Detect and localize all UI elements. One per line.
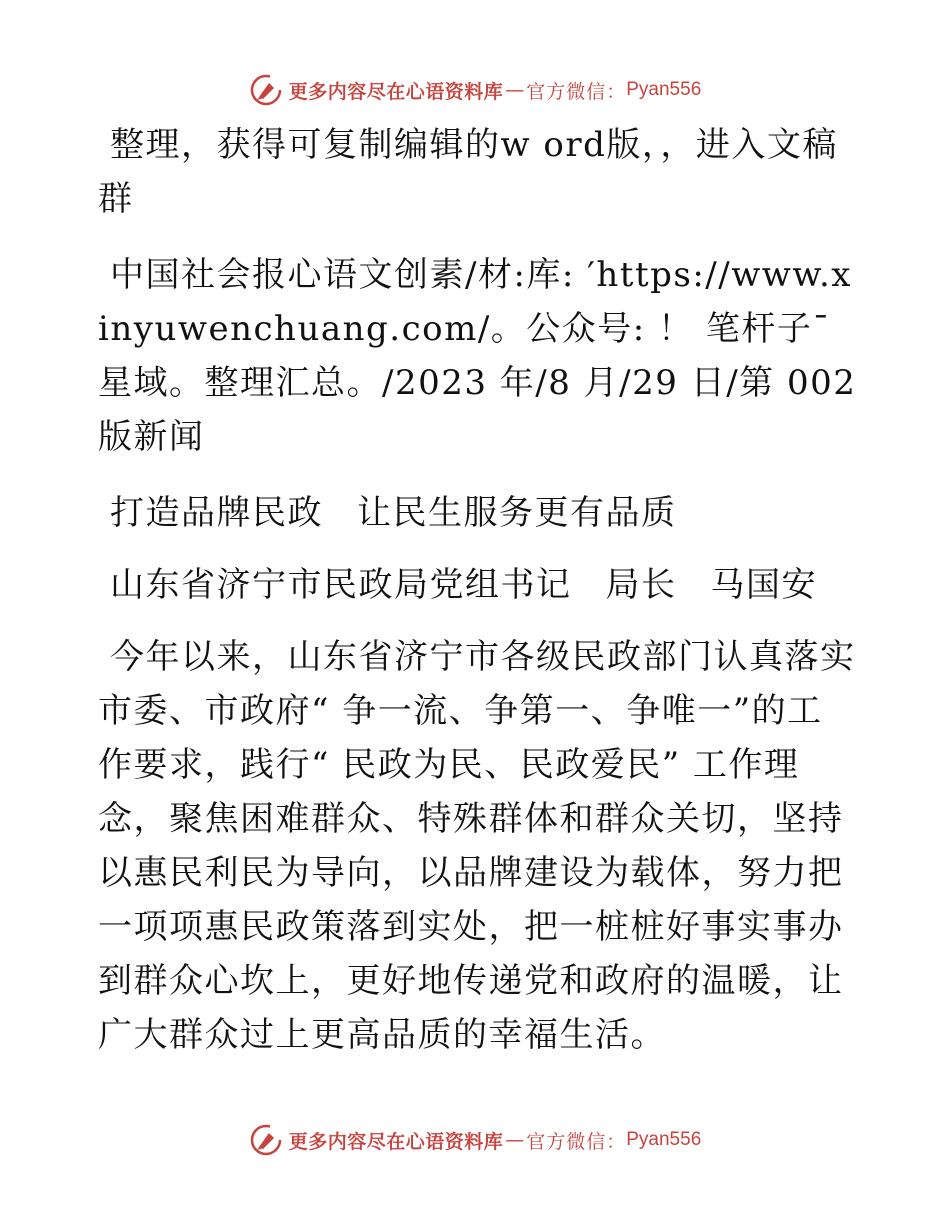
pen-nib-logo-icon [249, 73, 283, 107]
banner-wechat-id: Pyan556 [626, 1129, 702, 1150]
article-title [98, 486, 858, 540]
pen-nib-logo-icon [249, 1123, 283, 1157]
banner-separator: — [505, 79, 525, 101]
article-title-part2: 让民生服务更有品质 [357, 493, 677, 533]
article-body: 今年以来，山东省济宁市各级民政部门认真落实市委、市政府“ 争一流、争第一、争唯一”的工作要求，践行“ 民政为民、民政爱民” 工作理念，聚焦困难群众、特殊群体和群众关切，坚持以惠民利民为导向，以品牌建设为载体，努力把一项项惠民政策落到实处，把一桩桩好事实事办到群众心坎上，更好地传递党和政府的温暖，让广大群众过上更高品质的幸福生活。 [98, 637, 856, 1055]
byline-role: 局长 [605, 565, 677, 605]
header-banner [0, 70, 950, 110]
document-body [98, 118, 858, 1084]
banner-main-text: 更多内容尽在心语资料库 [288, 1130, 504, 1153]
banner-wechat-id: Pyan556 [626, 79, 702, 100]
article-byline [98, 558, 858, 612]
article-title-part1: 打造品牌民政 [110, 493, 323, 533]
byline-org: 山东省济宁市民政局党组书记 [110, 565, 572, 605]
footer-banner [0, 1120, 950, 1160]
banner-separator: — [505, 1129, 525, 1151]
banner-wechat-label: 官方微信： [526, 1130, 627, 1153]
banner-main-text: 更多内容尽在心语资料库 [288, 80, 504, 103]
banner-wechat-label: 官方微信： [526, 80, 627, 103]
intro-paragraph: 整理，获得可复制编辑的w ord版，，进入文稿群 [98, 125, 838, 219]
byline-name: 马国安 [710, 565, 817, 605]
source-paragraph: 中国社会报心语文创素/材:库: ′https://www.xinyuwenchuang.com/。公众号: ！ 笔杆子¯星域。整理汇总。/2023 年/8 月/29 日/第 002 版新闻 [98, 255, 857, 457]
